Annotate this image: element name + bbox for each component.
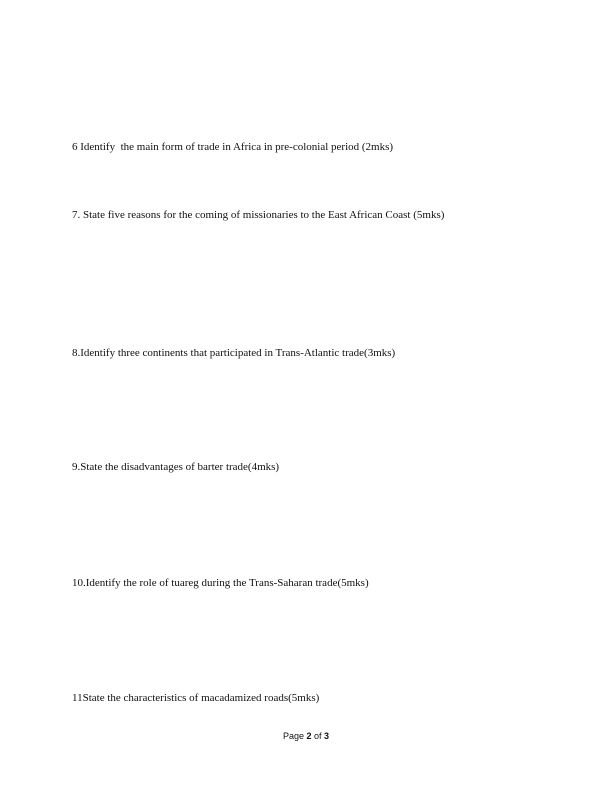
total-pages-number: 3: [324, 731, 330, 741]
page-footer: [0, 731, 612, 742]
current-page-number: 2: [306, 731, 312, 741]
question-10: 10.Identify the role of tuareg during the Trans-Saharan trade(5mks): [72, 577, 369, 589]
page-label: Page: [282, 731, 307, 741]
question-7: 7. State five reasons for the coming of missionaries to the East African Coast (5mks): [72, 209, 445, 221]
page-separator: of: [311, 731, 325, 741]
question-11: 11State the characteristics of macadamized roads(5mks): [72, 692, 320, 704]
question-8: 8.Identify three continents that participated in Trans-Atlantic trade(3mks): [72, 347, 396, 359]
question-6: 6 Identify the main form of trade in Africa in pre-colonial period (2mks): [72, 141, 394, 153]
question-9: 9.State the disadvantages of barter trade(4mks): [72, 461, 280, 473]
